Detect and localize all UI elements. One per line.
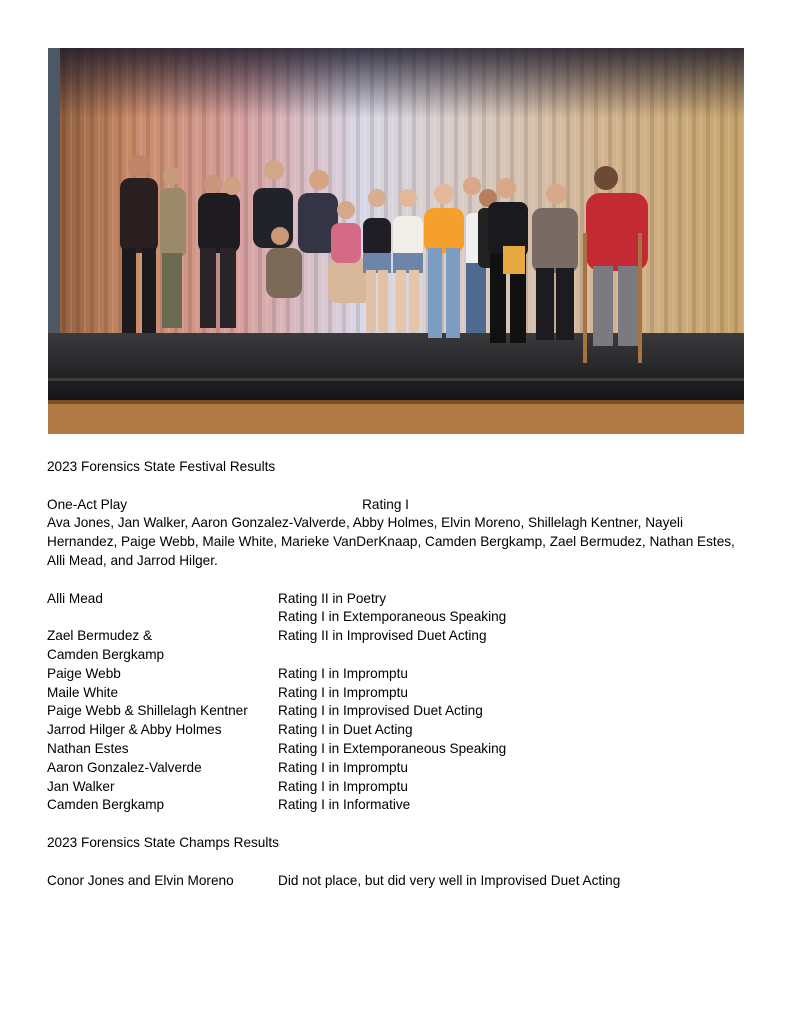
result-rating: Rating I in Impromptu [278, 684, 408, 700]
result-name: Jan Walker [47, 778, 115, 794]
result-row [47, 721, 747, 740]
results-list [47, 590, 747, 816]
result-rating: Rating II in Poetry [278, 590, 387, 606]
result-rating: Rating I in Informative [278, 797, 411, 813]
result-row [47, 665, 747, 684]
one-act-label: One-Act Play [47, 496, 128, 512]
result-row [47, 590, 747, 609]
result-name: Camden Bergkamp [47, 646, 165, 662]
team-photo-illustration [48, 48, 744, 434]
festival-heading: 2023 Forensics State Festival Results [47, 459, 276, 474]
champs-heading: 2023 Forensics State Champs Results [47, 834, 279, 850]
one-act-cast: Ava Jones, Jan Walker, Aaron Gonzalez-Valverde, Abby Holmes, Elvin Moreno, Shillelagh Kentner, Nayeli Hernandez, Paige Webb, Maile White, Marieke VanDerKnaap, Camden Bergkamp, Zael Bermudez, Nathan Estes, Alli Mead, and Jarrod Hilger. [47, 515, 735, 568]
champs-result: Did not place, but did very well in Improvised Duet Acting [278, 872, 621, 888]
one-act-rating: Rating I [362, 496, 409, 512]
result-rating: Rating I in Impromptu [278, 759, 408, 775]
result-rating: Rating I in Extemporaneous Speaking [278, 740, 507, 756]
result-row [47, 646, 747, 665]
one-act-row [47, 496, 747, 515]
result-name: Nathan Estes [47, 740, 129, 756]
result-row [47, 627, 747, 646]
result-row [47, 684, 747, 703]
result-rating: Rating I in Extemporaneous Speaking [278, 609, 507, 625]
result-rating: Rating II in Improvised Duet Acting [278, 628, 487, 644]
result-name: Jarrod Hilger & Abby Holmes [47, 722, 222, 738]
champs-row [47, 872, 747, 891]
result-row [47, 608, 747, 627]
results-document [47, 458, 747, 890]
result-name: Alli Mead [47, 590, 103, 606]
team-photo [48, 48, 744, 434]
result-rating: Rating I in Impromptu [278, 665, 408, 681]
result-rating: Rating I in Impromptu [278, 778, 408, 794]
result-name: Maile White [47, 684, 119, 700]
result-name: Zael Bermudez & [47, 628, 153, 644]
result-row [47, 759, 747, 778]
result-row [47, 740, 747, 759]
result-row [47, 702, 747, 721]
result-name: Camden Bergkamp [47, 797, 165, 813]
result-name: Paige Webb & Shillelagh Kentner [47, 703, 248, 719]
result-name: Aaron Gonzalez-Valverde [47, 759, 202, 775]
result-rating: Rating I in Improvised Duet Acting [278, 703, 483, 719]
result-name: Paige Webb [47, 665, 121, 681]
result-name [47, 608, 278, 627]
result-row [47, 796, 747, 815]
result-row [47, 778, 747, 797]
champs-name: Conor Jones and Elvin Moreno [47, 872, 234, 888]
result-rating: Rating I in Duet Acting [278, 722, 413, 738]
